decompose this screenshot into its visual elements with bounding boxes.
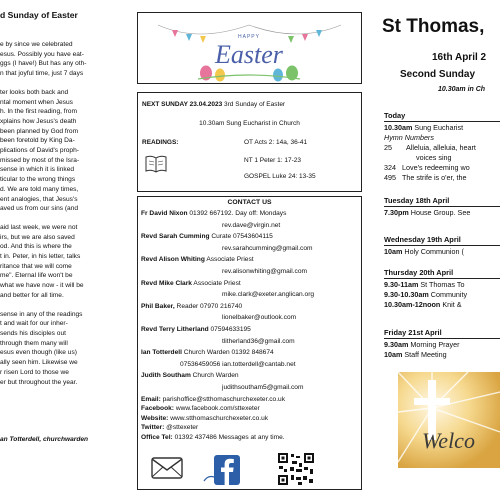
reflection-line: ticular to the wrong things [0,176,76,184]
contact-name: Revd Sarah Cumming [141,233,210,241]
contact-line [222,245,312,252]
contact-line [222,338,295,345]
event-time: 9.30-11am [384,280,419,289]
contact-line [141,424,198,431]
contact-detail: 01392 667192. Day off: Mondays [187,210,287,217]
reflection-line: been planned by God from [0,127,79,135]
next-sunday-box [137,92,362,192]
reflection-line: aid last week, we were not [0,223,78,231]
next-sunday-line [142,101,285,108]
bible-icon [144,153,168,175]
reflection-line: esus. Possibly you have eat- [0,50,84,58]
welcome-cross-image [398,372,500,468]
contact-line [222,268,307,275]
hymn-number: 25 [384,143,392,152]
contact-name: Revd Alison Whiting [141,256,205,264]
contact-line [141,326,251,333]
services-column [372,0,500,500]
contact-detail: tlitherland36@gmail.com [222,337,295,345]
event-name: Community [428,290,468,299]
contact-line [141,280,241,287]
reflection-line: xplains how Jesus's death [0,117,77,125]
reflection-line: sends his disciples out [0,329,66,337]
reflection-line: what we have now - it will be [0,282,84,290]
sheet-date: 16th April 2 [432,52,487,63]
contact-detail: rev.sarahcumming@gmail.com [222,244,313,252]
reading-ot: OT Acts 2: 14a, 36-41 [244,139,308,146]
next-sunday-service: 10.30am Sung Eucharist in Church [199,120,300,127]
contact-detail: mike.clark@exeter.anglican.org [222,291,315,299]
sunday-name: Second Sunday [400,69,476,80]
contact-name: Email: [141,395,161,403]
contact-line [141,434,285,441]
contact-detail: www.stthomaschurchexeter.co.uk [168,414,269,422]
reflection-line: t in. Peter, in his letter, talks [0,253,81,261]
contact-line [141,233,273,240]
day-event [384,290,467,299]
reflection-body [0,40,130,387]
contact-detail: 01392 437486 Messages at any time. [172,434,285,441]
contact-name: Office Tel: [141,434,173,441]
reflection-column [0,0,130,500]
contact-line [141,372,239,379]
contact-name: Website: [141,414,169,422]
day-event [384,300,462,309]
reflection-line: irs, but we are also saved [0,233,75,241]
contact-name: Judith Southam [141,372,191,380]
contact-line [141,396,285,403]
reflection-line: ent analogies, that Jesus's [0,195,78,203]
reflection-line: t and wait for our inher- [0,320,68,328]
contact-detail: rev.dave@virgin.net [222,221,281,229]
contact-detail: www.facebook.com/sttexeter [173,405,260,413]
reflection-line: me". Eternal life won't be [0,272,73,280]
event-time: 7.30pm [384,208,409,217]
contact-detail: judithsoutham5@gmail.com [222,384,304,391]
contact-name: Revd Mike Clark [141,279,192,287]
event-time: 10.30am-12noon [384,300,441,309]
reflection-line: ntal moment when Jesus [0,98,73,106]
day-heading: Tuesday 18th April [384,196,450,205]
contact-name: Ian Totterdell [141,349,182,357]
reflection-line: plications of David's proph- [0,147,79,155]
reflection-line: aved us from our sins (and [0,205,79,213]
reflection-line: through them many will [0,339,68,347]
day-heading: Friday 21st April [384,328,442,337]
contact-line [141,415,268,422]
day-event [384,340,460,349]
day-event [384,350,447,359]
event-time: 9.30-10.30am [384,290,429,299]
reflection-line: esus even though (like us) [0,349,77,357]
reflection-line: er but throughout the year. [0,378,78,386]
contact-detail: rev.alisonwhiting@gmail.com [222,268,307,275]
hymn-title: Alleluia, alleluia, heart [406,143,476,152]
reflection-line: n that joyful time, just 7 days [0,70,84,78]
hymn-number: 495 [384,173,396,182]
email-icon [150,455,184,481]
reflection-line: been foretold by King Da- [0,137,75,145]
contact-name: Facebook: [141,405,174,413]
contact-line [180,361,296,368]
church-title: St Thomas, [382,16,485,37]
easter-word: Easter [215,40,283,69]
reflection-signature: an Totterdell, churchwarden [0,436,89,443]
reflection-line: ritance that we will come [0,262,72,270]
hymn-number: 324 [384,163,396,172]
day-event [384,280,464,289]
contact-title: CONTACT US [227,199,272,206]
contact-line [141,256,254,263]
contact-name: Fr David Nixon [141,210,188,217]
today-service-time: 10.30am [384,123,413,132]
reflection-line: ally seen him. Likewise we [0,359,78,367]
contact-detail: Church Warden 01392 848674 [181,349,274,357]
contact-detail: parishoffice@stthomaschurchexeter.co.uk [160,395,286,403]
event-time: 9.30am [384,340,409,349]
reflection-line: ggs (I have!) But has any oth- [0,60,87,68]
contact-detail: 07536459056 ian.totterdell@cantab.net [180,360,296,368]
reflection-line: e by since we celebrated [0,41,73,48]
day-heading: Wednesday 19th April [384,235,461,244]
contact-line [222,291,314,298]
contact-name: Twitter: [141,424,165,432]
event-name: Staff Meeting [402,350,447,359]
hymn-numbers-label: Hymn Numbers [384,133,434,142]
day-event [384,208,470,217]
facebook-icon [202,455,250,485]
contact-detail: 07594633195 [208,326,251,333]
contact-line [222,314,296,321]
happy-easter-logo [138,13,361,83]
hymn-title: voices sing [416,153,452,162]
reflection-line: r risen Lord to those we [0,368,69,376]
reflection-line: sense in any of the readings [0,310,83,318]
event-name: House Group. See [408,208,471,217]
today-service-name: Sung Eucharist [412,123,464,132]
today-heading: Today [384,111,406,120]
contact-line [222,384,303,391]
contact-line [141,303,242,310]
contact-icons-row [138,449,361,489]
contact-detail: Associate Priest [191,279,241,287]
contact-line [141,405,260,412]
hymn-title: The strife is o'er, the [402,173,467,182]
reflection-line: d. We are told many times, [0,185,79,193]
day-event [384,247,464,256]
contact-line [141,210,286,217]
hymn-title: Love's redeeming wo [402,163,470,172]
event-name: Holy Communion ( [402,247,464,256]
event-name: Morning Prayer [408,340,460,349]
contact-box [137,196,362,490]
contact-detail: lionelbaker@outlook.com [222,314,297,322]
contact-name: Phil Baker, [141,302,175,310]
next-sunday-label: NEXT SUNDAY 23.04.2023 [142,101,223,108]
welcome-text: Welco [422,428,475,453]
reflection-line: od. And this is where the [0,243,72,251]
contact-detail: @sttexeter [164,424,199,432]
readings-label: READINGS: [142,139,179,146]
qr-code-icon [276,451,316,487]
reflection-line: and better for all time. [0,291,64,299]
next-sunday-title: 3rd Sunday of Easter [224,101,286,108]
today-service [384,123,463,132]
reflection-heading: d Sunday of Easter [0,10,78,20]
easter-logo-box [137,12,362,84]
event-time: 10am [384,350,403,359]
event-name: Knit & [440,300,462,309]
contact-detail: Curate 07543604115 [209,233,273,241]
contact-detail: Associate Priest [204,256,254,264]
reflection-line: h. In the first reading, from [0,108,77,116]
contact-detail: Reader 07970 216740 [174,302,243,310]
contact-line [222,222,280,229]
contact-detail: Church Warden [190,372,239,380]
contact-line [141,349,274,356]
reading-nt: NT 1 Peter 1: 17-23 [244,157,301,164]
happy-tagline: HAPPY [238,34,260,40]
reflection-line: sense in which it is linked [0,166,75,174]
reflection-line: missed by most of the Isra- [0,156,80,164]
reflection-line: ter looks both back and [0,88,69,96]
reading-gospel: GOSPEL Luke 24: 13-35 [244,173,316,180]
day-heading: Thursday 20th April [384,268,454,277]
middle-column [137,12,362,490]
event-time: 10am [384,247,403,256]
event-name: St Thomas To [418,280,465,289]
contact-name: Revd Terry Litherland [141,326,209,333]
service-time-note: 10.30am in Ch [438,86,486,93]
